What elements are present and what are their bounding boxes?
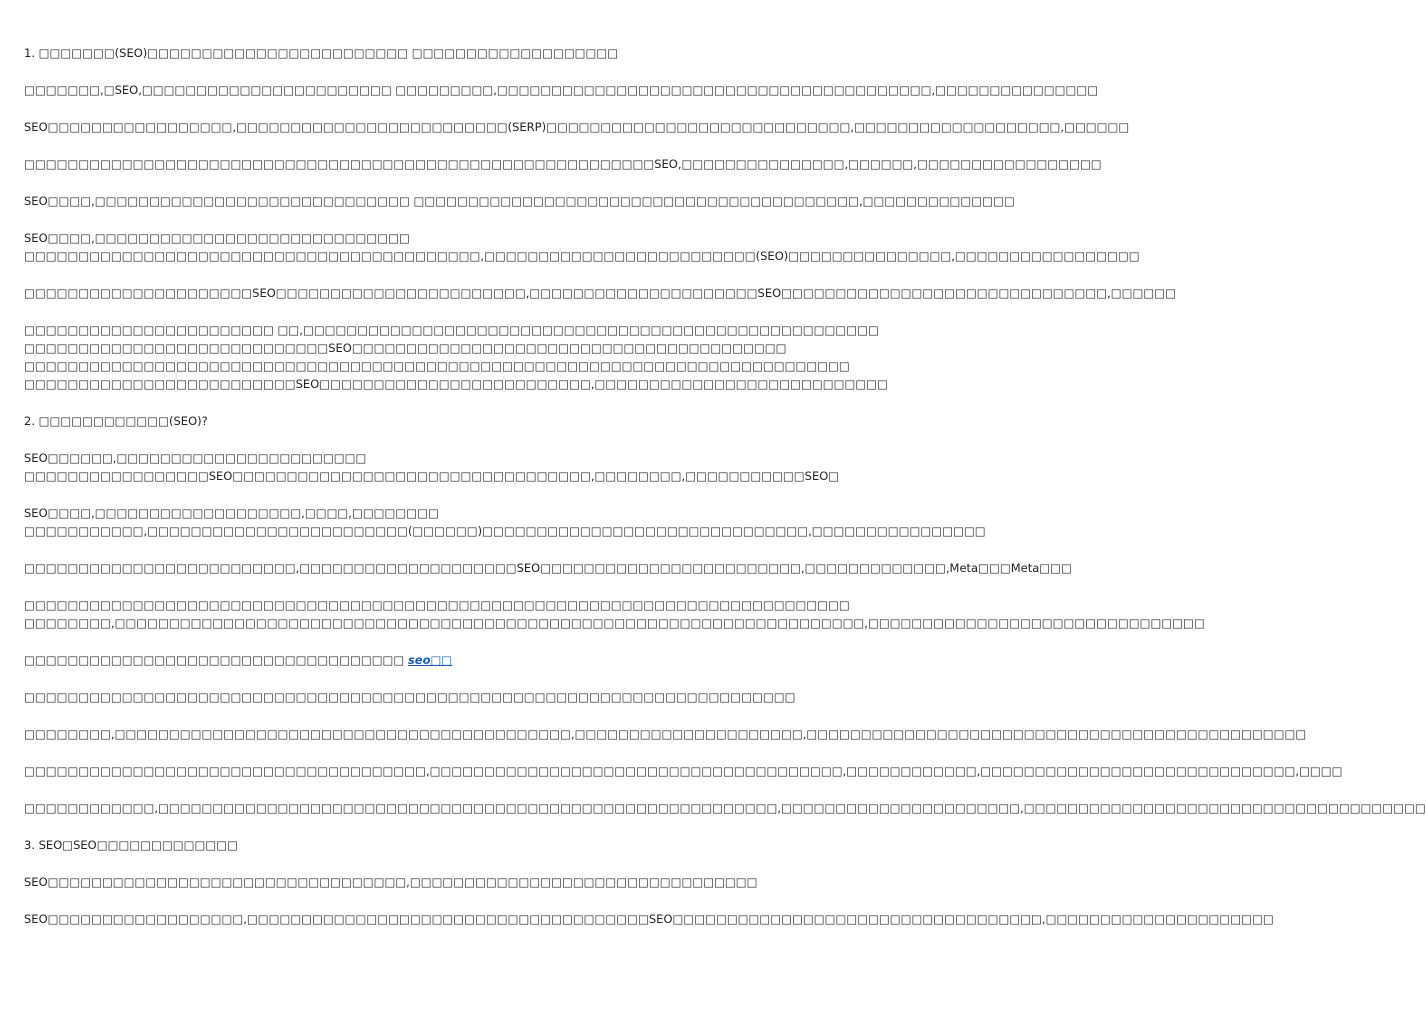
text-line: □□□□□□□□□□□□□□□□□□□□□SEO□□□□□□□□□□□□□□□□□□□□□□□,□□□□□□□□□□□□□□□□□□□□□SEO□□□□□□□□□□□□□□□□□□□□□□□□□□□□□□,□□□□□□ <box>24 286 1176 300</box>
text-line <box>24 651 696 669</box>
text-line: 2. □□□□□□□□□□□□(SEO)? <box>24 414 208 428</box>
paragraph <box>24 44 696 62</box>
paragraph <box>24 412 696 430</box>
paragraph <box>24 725 1307 743</box>
paragraph <box>24 192 1015 210</box>
text-line: □□□□□□□□□□□□□□□□□SEO□□□□□□□□□□□□□□□□□□□□□□□□□□□□□□□□□,□□□□□□□□,□□□□□□□□□□□SEO□ <box>24 469 840 483</box>
text-line: SEO□□□□□□□□□□□□□□□□□□□□□□□□□□□□□□□□□,□□□□□□□□□□□□□□□□□□□□□□□□□□□□□□□□ <box>24 875 758 889</box>
text-line: 1. □□□□□□□(SEO)□□□□□□□□□□□□□□□□□□□□□□□□ □□□□□□□□□□□□□□□□□□□ <box>24 46 619 60</box>
text-line: □□□□□□□□□□□□□□□□□□□□□□□□□□□□□□□□□□□□□□□□□□□□□□□□□□□□□□□□□□□□□□□□□□□□□□□ <box>24 690 796 704</box>
text-line: □□□□□□□□□□□□□□□□□□□□□□□□□SEO□□□□□□□□□□□□□□□□□□□□□□□□□,□□□□□□□□□□□□□□□□□□□□□□□□□□□ <box>24 377 888 391</box>
text-line: □□□□□□□□,□□□□□□□□□□□□□□□□□□□□□□□□□□□□□□□□□□□□□□□□□□,□□□□□□□□□□□□□□□□□□□□□,□□□□□□□□□□□□□□□□□□□□□□□□□□□□□□□□□□□□□□□□□□□□□□ <box>24 727 1307 741</box>
paragraph <box>24 651 696 669</box>
text-line: □□□□□□□□□□□□,□□□□□□□□□□□□□□□□□□□□□□□□□□□□□□□□□□□□□□□□□□□□□□□□□□□□□□□□□,□□□□□□□□□□□□□□□□□□□□□□,□□□□□□□□□□□□□□□□□□□□□□□□□□□□□□□□□□□□□ <box>24 801 1426 815</box>
text-line: □□□□□□□□□□□□□□□□□□□□□□□□□□□□SEO□□□□□□□□□□□□□□□□□□□□□□□□□□□□□□□□□□□□□□□□ <box>24 341 787 355</box>
paragraph <box>24 155 1102 173</box>
paragraph <box>24 284 1176 302</box>
text-line: □□□□□□□□□□□□□□□□□□□□□□□□□□□□□□□□□□□□□□□□□□□□□□□□□□□□□□□□□□□□□□□□□□□□□□□□□□□□ <box>24 359 850 373</box>
paragraph <box>24 799 1426 817</box>
paragraph <box>24 910 1274 928</box>
text-line: □□□□□□□□□□□□□□□□□□□□□□□□□□□□□□□□□□□□□□□□□□□□□□□□□□□□□□□□□□SEO,□□□□□□□□□□□□□□□,□□□□□□,□□□□□□□□□□□□□□□□□ <box>24 157 1102 171</box>
paragraph <box>24 873 758 891</box>
text-line: SEO□□□□□□□□□□□□□□□□□□,□□□□□□□□□□□□□□□□□□□□□□□□□□□□□□□□□□□□□SEO□□□□□□□□□□□□□□□□□□□□□□□□□□□□□□□□□□,□□□□□□□□□□□□□□□□□□□□□ <box>24 912 1274 926</box>
text-line: □□□□□□□□□□□,□□□□□□□□□□□□□□□□□□□□□□□□(□□□□□□)□□□□□□□□□□□□□□□□□□□□□□□□□□□□□□,□□□□□□□□□□□□□□□□ <box>24 524 986 538</box>
seo-link[interactable]: seo□□ <box>407 653 453 667</box>
text-line: □□□□□□□□□□□□□□□□□□□□□□□□□□□□□□□□□□□□□□□□□□□□□□□□□□□□□□□□□□□□□□□□□□□□□□□□□□□□ <box>24 598 850 612</box>
text-line: SEO□□□□,□□□□□□□□□□□□□□□□□□□□□□□□□□□□□ □□□□□□□□□□□□□□□□□□□□□□□□□□□□□□□□□□□□□□□□□,□□□□□□□□□□□□□□ <box>24 194 1015 208</box>
paragraph <box>24 504 986 540</box>
paragraph <box>24 321 888 393</box>
text-line: □□□□□□□□□□□□□□□□□□□□□□□ □□,□□□□□□□□□□□□□□□□□□□□□□□□□□□□□□□□□□□□□□□□□□□□□□□□□□□□□ <box>24 323 879 337</box>
paragraph <box>24 81 1099 99</box>
document-body <box>24 44 1426 947</box>
text-line: □□□□□□□□□□□□□□□□□□□□□□□□□,□□□□□□□□□□□□□□□□□□□□SEO□□□□□□□□□□□□□□□□□□□□□□□□,□□□□□□□□□□□□□,Meta□□□Meta□□□ <box>24 561 1072 575</box>
text-line: □□□□□□□,□SEO,□□□□□□□□□□□□□□□□□□□□□□□ □□□□□□□□□,□□□□□□□□□□□□□□□□□□□□□□□□□□□□□□□□□□□□□□□□,□□□□□□□□□□□□□□□ <box>24 83 1099 97</box>
text-line: SEO□□□□□□□□□□□□□□□□□,□□□□□□□□□□□□□□□□□□□□□□□□□(SERP)□□□□□□□□□□□□□□□□□□□□□□□□□□□□,□□□□□□□□□□□□□□□□□□□,□□□□□□ <box>24 120 1130 134</box>
text-line: SEO□□□□□□,□□□□□□□□□□□□□□□□□□□□□□□ <box>24 451 367 465</box>
text-line: SEO□□□□,□□□□□□□□□□□□□□□□□□□,□□□□,□□□□□□□□ <box>24 506 439 520</box>
paragraph <box>24 762 1343 780</box>
text-line: □□□□□□□□□□□□□□□□□□□□□□□□□□□□□□□□□□□□□□□□□□,□□□□□□□□□□□□□□□□□□□□□□□□□(SEO)□□□□□□□□□□□□□□□,□□□□□□□□□□□□□□□□□ <box>24 249 1140 263</box>
paragraph <box>24 229 1140 265</box>
paragraph <box>24 688 796 706</box>
text-line-content: □□□□□□□□□□□□□□□□□□□□□□□□□□□□□□□□□□□ <box>24 653 405 667</box>
paragraph <box>24 596 1205 632</box>
paragraph <box>24 559 1072 577</box>
text-line: □□□□□□□□,□□□□□□□□□□□□□□□□□□□□□□□□□□□□□□□□□□□□□□□□□□□□□□□□□□□□□□□□□□□□□□□□□□□□□,□□□□□□□□□□□□□□□□□□□□□□□□□□□□□□□ <box>24 616 1205 630</box>
paragraph <box>24 449 840 485</box>
paragraph <box>24 836 696 854</box>
paragraph <box>24 118 1130 136</box>
text-line: 3. SEO□SEO□□□□□□□□□□□□□ <box>24 838 238 852</box>
text-line: SEO□□□□,□□□□□□□□□□□□□□□□□□□□□□□□□□□□□ <box>24 231 410 245</box>
text-line: □□□□□□□□□□□□□□□□□□□□□□□□□□□□□□□□□□□□□,□□□□□□□□□□□□□□□□□□□□□□□□□□□□□□□□□□□□□□,□□□□□□□□□□□□,□□□□□□□□□□□□□□□□□□□□□□□□□□□□□,□□□□ <box>24 764 1343 778</box>
